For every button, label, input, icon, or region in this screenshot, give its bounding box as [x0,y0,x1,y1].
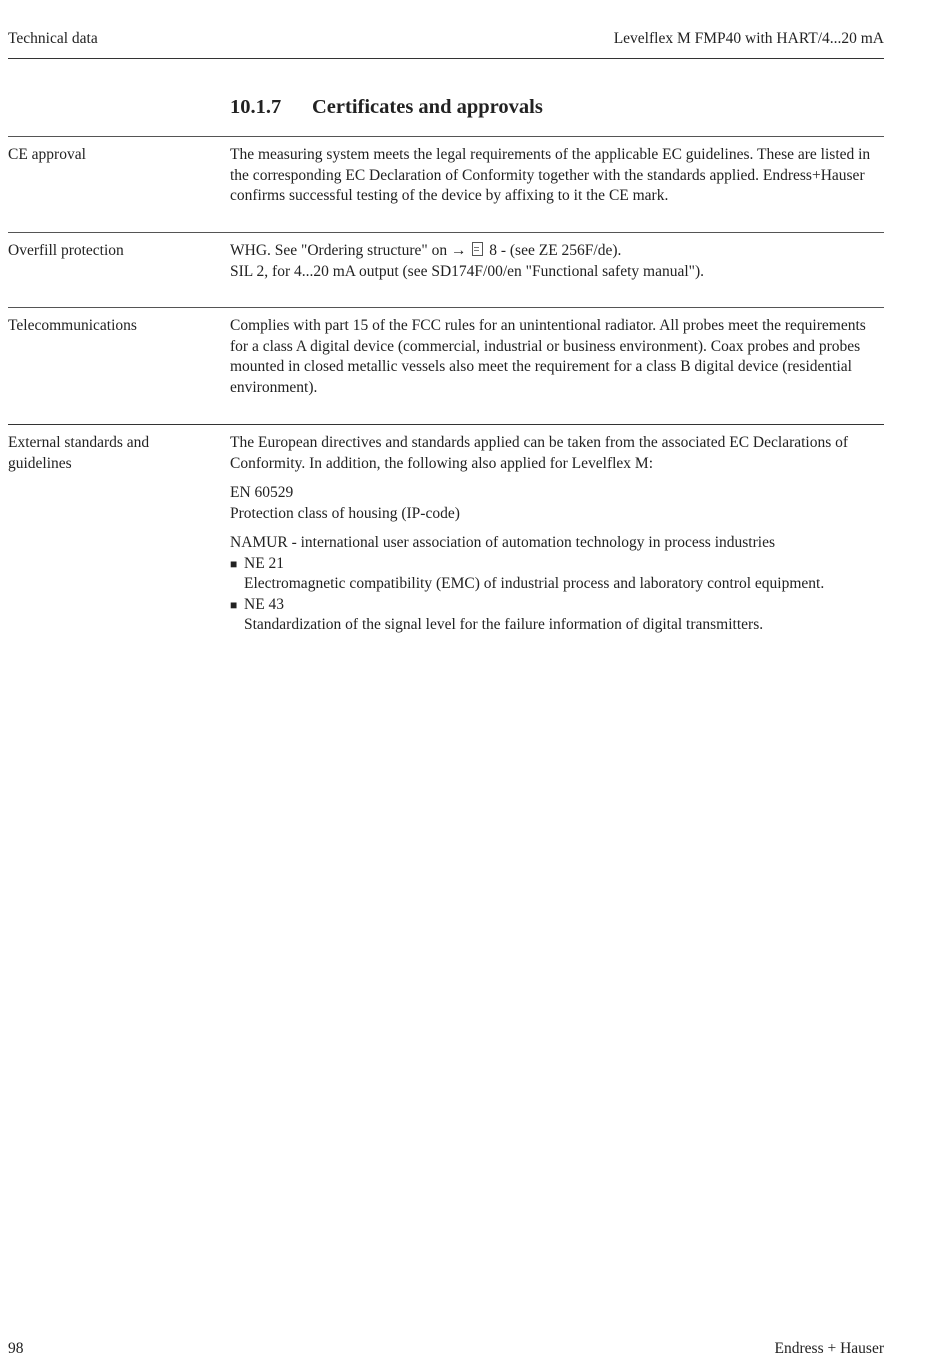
section-number: 10.1.7 [230,96,282,118]
row-overfill-protection [8,232,884,307]
list-item-title: NE 21 [244,554,285,572]
overfill-ref-page: 8 - (see ZE 256F/de). [489,242,622,259]
row-label: CE approval [8,146,86,163]
external-intro: The European directives and standards applied can be taken from the associated EC Declarations of Conformity. In addition, the following also applied for Levelflex M: [230,434,849,472]
section-heading [230,96,543,119]
header-product-name: Levelflex M FMP40 with HART/4...20 mA [613,30,884,47]
telecom-text: Complies with part 15 of the FCC rules for an unintentional radiator. All probes meet the requirements for a class A digital device (commercial, industrial or business environment). Coax probes and probes mounted in closed metallic vessels also meet the requirement for a class B digital device (residential environment). [230,317,866,396]
row-divider [8,232,884,233]
en-standard-desc: Protection class of housing (IP-code) [230,504,460,522]
label-line: External standards and [8,434,150,451]
overfill-line-2: SIL 2, for 4...20 mA output (see SD174F/00/en "Functional safety manual"). [230,262,705,280]
row-divider [8,136,884,137]
bullet-icon: ■ [230,597,238,612]
row-content [230,316,886,398]
row-telecommunications [8,307,884,424]
list-item [230,595,886,636]
en-standard-title: EN 60529 [230,484,294,501]
ce-text: The measuring system meets the legal requirements of the applicable EC guidelines. These are listed in the corresponding EC Declaration of Conformity together with the standards applied. Endress+Hauser confirms successful testing of the device by affixing to it the CE mark. [230,146,871,204]
list-item-title: NE 43 [244,595,285,613]
row-label: Overfill protection [8,242,124,259]
overfill-ref-text: WHG. See "Ordering structure" on → [230,242,467,259]
row-content [230,145,886,207]
list-item-desc: Standardization of the signal level for the failure information of digital transmitters. [244,616,764,633]
list-item-desc: Electromagnetic compatibility (EMC) of industrial process and laboratory control equipment. [244,575,825,592]
row-content [230,241,886,282]
namur-text: NAMUR - international user association of automation technology in process industries [230,534,775,551]
section-title: Certificates and approvals [312,96,543,118]
row-content [230,433,886,636]
header-section-name: Technical data [8,30,98,47]
page-number: 98 [8,1340,24,1357]
header-divider [8,58,884,59]
bullet-icon: ■ [230,556,238,571]
overfill-line-1 [230,241,886,262]
row-external-standards [8,424,884,654]
list-item [230,554,886,595]
row-divider [8,307,884,308]
row-divider [8,424,884,425]
footer-brand: Endress + Hauser [774,1340,884,1357]
label-line: guidelines [8,454,72,472]
row-label [8,433,208,474]
row-ce-approval [8,136,884,232]
document-icon [472,242,483,256]
page-header [8,30,884,54]
row-label: Telecommunications [8,317,137,334]
